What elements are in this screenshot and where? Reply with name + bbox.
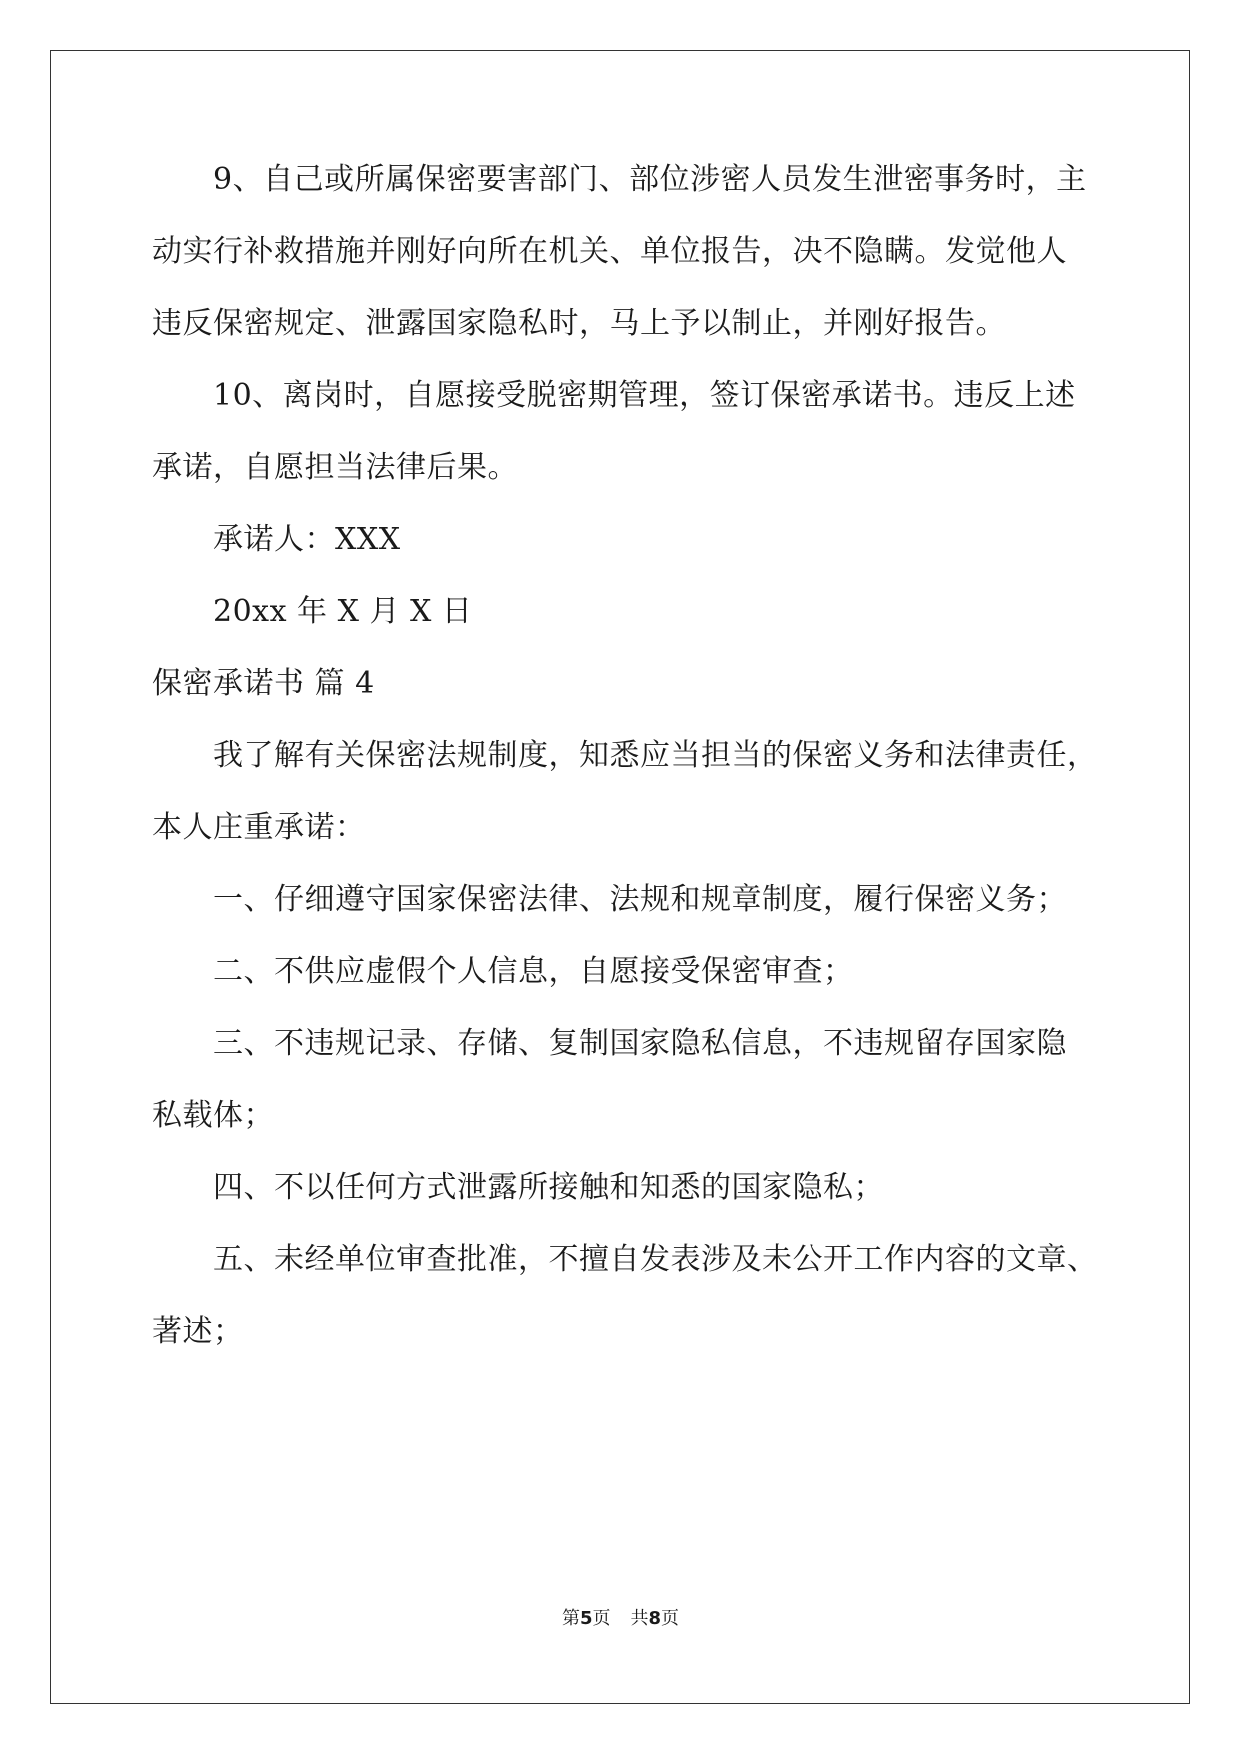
- date-line: 20xx 年 X 月 X 日: [213, 594, 473, 629]
- paragraph-9-line-3: 违反保密规定、泄露国家隐私时，马上予以制止，并刚好报告。: [152, 306, 1006, 341]
- footer-total-prefix: 共: [630, 1608, 649, 1629]
- total-page-number: 8: [648, 1608, 662, 1629]
- page-footer: [0, 1608, 1241, 1630]
- footer-page-word: 页: [592, 1608, 611, 1629]
- item-4: 四、不以任何方式泄露所接触和知悉的国家隐私；: [213, 1170, 884, 1205]
- item-5-line-2: 著述；: [152, 1314, 244, 1349]
- paragraph-10-line-1: 10、离岗时，自愿接受脱密期管理，签订保密承诺书。违反上述: [213, 378, 1076, 413]
- paragraph-9-line-2: 动实行补救措施并刚好向所在机关、单位报告，决不隐瞒。发觉他人: [152, 234, 1067, 269]
- signatory-line: 承诺人：XXX: [213, 522, 401, 557]
- paragraph-10-line-2: 承诺，自愿担当法律后果。: [152, 450, 518, 485]
- footer-total-suffix: 页: [661, 1608, 680, 1629]
- section-heading: 保密承诺书 篇 4: [152, 666, 375, 701]
- intro-line-1: 我了解有关保密法规制度，知悉应当担当的保密义务和法律责任，: [213, 738, 1098, 773]
- item-3-line-2: 私载体；: [152, 1098, 274, 1133]
- footer-prefix: 第: [561, 1608, 580, 1629]
- item-5-line-1: 五、未经单位审查批准，不擅自发表涉及未公开工作内容的文章、: [213, 1242, 1098, 1277]
- intro-line-2: 本人庄重承诺：: [152, 810, 366, 845]
- item-3-line-1: 三、不违规记录、存储、复制国家隐私信息，不违规留存国家隐: [213, 1026, 1067, 1061]
- item-2: 二、不供应虚假个人信息，自愿接受保密审查；: [213, 954, 854, 989]
- item-1: 一、仔细遵守国家保密法律、法规和规章制度，履行保密义务；: [213, 882, 1067, 917]
- paragraph-9-line-1: 9、自己或所属保密要害部门、部位涉密人员发生泄密事务时，主: [213, 162, 1087, 197]
- current-page-number: 5: [579, 1608, 593, 1629]
- page-border: [50, 50, 1190, 1704]
